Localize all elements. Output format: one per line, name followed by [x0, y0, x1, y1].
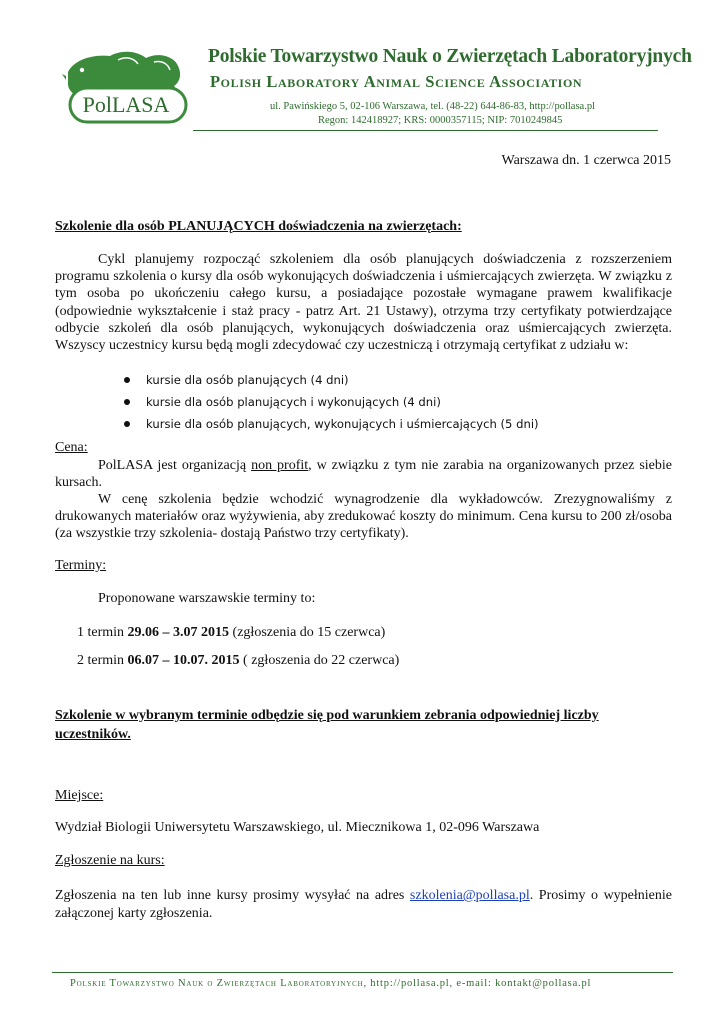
logo-text: PolLASA [82, 92, 170, 117]
intro-paragraph [55, 251, 672, 354]
price-paragraph-2: W cenę szkolenia będzie wchodzić wynagrodzenie dla wykładowców. Zrezygnowaliśmy z drukowanych materiałów oraz wyżywienia, aby zredukować koszty do minimum. Cena kursu to 200 zł/osoba (za wszystkie trzy szkolenia- dostają Państwo trzy certyfikaty). [55, 492, 672, 542]
non-profit-emphasis: non profit [251, 458, 309, 473]
footer-contact: , http://pollasa.pl, e-mail: kontakt@pollasa.pl [363, 978, 592, 989]
footer-org: Polskie Towarzystwo Nauk o Zwierzętach Laboratoryjnych [70, 978, 364, 989]
header-divider [193, 130, 658, 131]
section-heading: Szkolenie dla osób PLANUJĄCYCH doświadczenia na zwierzętach: [55, 219, 462, 234]
dates-label: Terminy: [55, 558, 107, 573]
registration-email-link[interactable]: szkolenia@pollasa.pl [409, 888, 530, 903]
footer [70, 978, 591, 989]
bullet-icon [124, 399, 130, 405]
registration-label: Zgłoszenie na kurs: [55, 853, 165, 868]
venue-label: Miejsce: [55, 788, 104, 803]
course-options-list [100, 369, 539, 435]
intro-text: Cykl planujemy rozpocząć szkoleniem dla osób planujących doświadczenia z rozszerzeniem programu szkolenia o kursy dla osób wykonujących doświadczenia i uśmiercających zwierzęta. W związku z tym osoba po ukończeniu całego kursu, a posiadające pozostałe wymagane prawem kwalifikacje (odpowiednie wykształcenie i staż pracy - patrz Art. 21 Ustawy), otrzyma trzy certyfikaty potwierdzające odbycie szkoleń dla osób planujących, wykonujących doświadczenia oraz uśmiercających zwierzęta. Wszyscy uczestnicy kursu będą mogli zdecydować czy uczestniczą i otrzymają certyfikat z udziału w: [55, 252, 672, 354]
org-registry: Regon: 142418927; KRS: 0000357115; NIP: 7010249845 [318, 115, 563, 126]
footer-divider [52, 972, 673, 973]
bullet-icon [124, 377, 130, 383]
bullet-icon [124, 421, 130, 427]
condition-notice: Szkolenie w wybranym terminie odbędzie się pod warunkiem zebrania odpowiedniej liczby uczestników. [55, 708, 599, 742]
price-paragraph-1: PolLASA jest organizacją non profit, w związku z tym nie zarabia na organizowanych przez siebie kursach. [55, 458, 672, 491]
price-label: Cena: [55, 440, 88, 455]
term-1: 1 termin 29.06 – 3.07 2015 (zgłoszenia do 15 czerwca) [77, 625, 386, 640]
letter-date: Warszawa dn. 1 czerwca 2015 [501, 153, 671, 168]
org-name-english: Polish Laboratory Animal Science Association [210, 72, 583, 91]
org-address: ul. Pawińskiego 5, 02-106 Warszawa, tel. (48-22) 644-86-83, http://pollasa.pl [270, 101, 595, 112]
org-name-polish: Polskie Towarzystwo Nauk o Zwierzętach Laboratoryjnych [208, 46, 692, 67]
registration-paragraph: Zgłoszenia na ten lub inne kursy prosimy wysyłać na adres szkolenia@pollasa.pl. Prosimy o wypełnienie załączonej karty zgłoszenia. [55, 888, 672, 921]
rat-logo-icon [62, 46, 190, 126]
venue-address: Wydział Biologii Uniwersytetu Warszawskiego, ul. Miecznikowa 1, 02-096 Warszawa [55, 820, 540, 835]
list-item: kursie dla osób planujących i wykonujących (4 dni) [146, 391, 539, 413]
dates-intro: Proponowane warszawskie terminy to: [98, 591, 316, 606]
pollasa-logo [62, 46, 190, 126]
list-item: kursie dla osób planujących, wykonujących i uśmiercających (5 dni) [146, 413, 539, 435]
list-item: kursie dla osób planujących (4 dni) [146, 369, 539, 391]
term-2: 2 termin 06.07 – 10.07. 2015 ( zgłoszenia do 22 czerwca) [77, 653, 400, 668]
